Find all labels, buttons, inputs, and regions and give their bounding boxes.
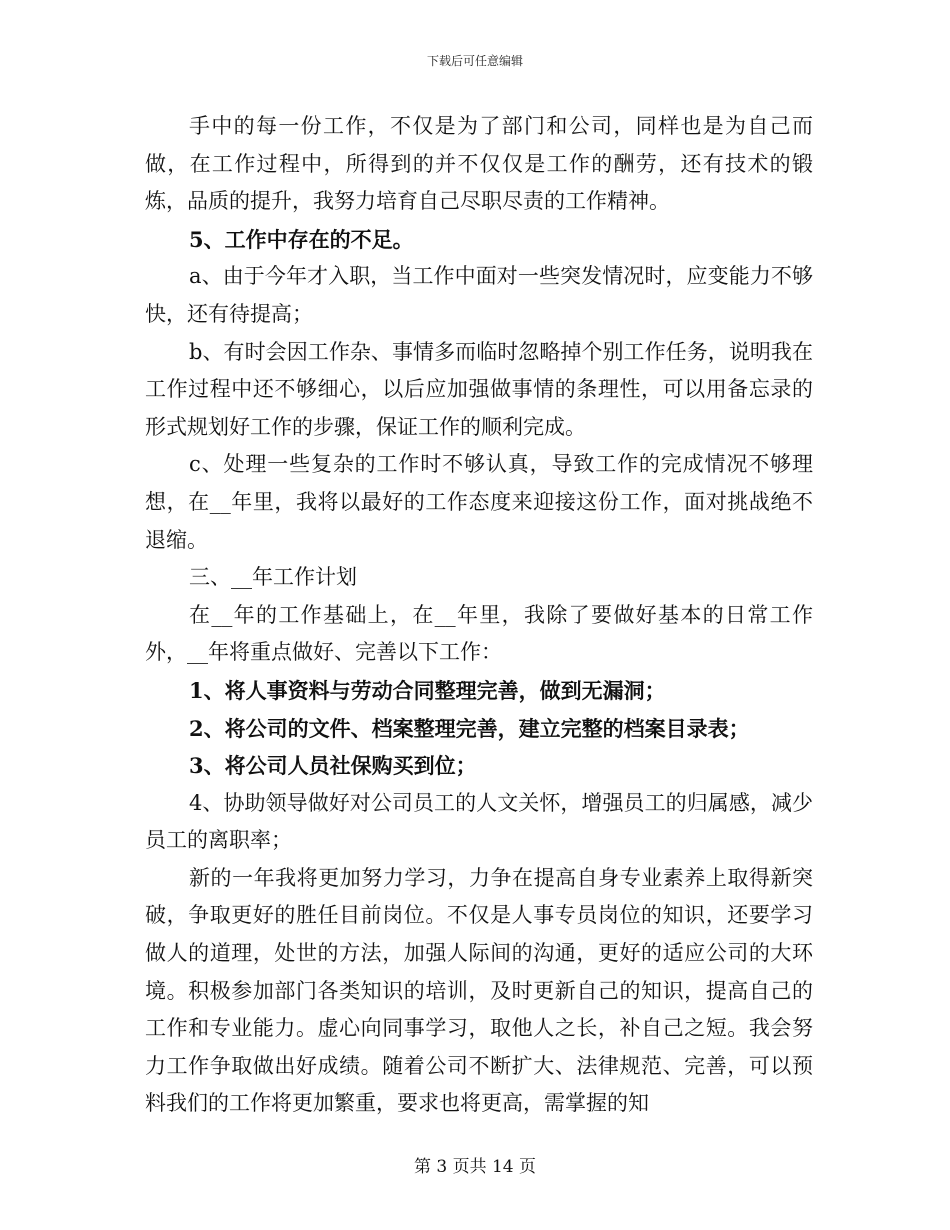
plan-item: 2、将公司的文件、档案整理完善，建立完整的档案目录表； [189,715,750,741]
plan-item: 1、将人事资料与劳动合同整理完善，做到无漏洞； [189,677,666,703]
body-paragraph: 手中的每一份工作，不仅是为了部门和公司，同样也是为自己而做，在工作过程中，所得到的并不仅仅是工作的酬劳，还有技术的锻炼，品质的提升，我努力培育自己尽职尽责的工作精神。 [145,114,813,214]
page-number-footer: 第 3 页共 14 页 [413,1157,537,1177]
body-paragraph: 新的一年我将更加努力学习，力争在提高自身专业素养上取得新突破，争取更好的胜任目前岗位。不仅是人事专员岗位的知识，还要学习做人的道理，处世的方法，加强人际间的沟通，更好的适应公司的大环境。积极参加部门各类知识的培训，及时更新自己的知识，提高自己的工作和专业能力。虚心向同事学习，取他人之长，补自己之短。我会努力工作争取做出好成绩。随着公司不断扩大、法律规范、完善，可以预料我们的工作将更加繁重，要求也将更高，需掌握的知 [145,865,813,1116]
list-item: b、有时会因工作杂、事情多而临时忽略掉个别工作任务，说明我在工作过程中还不够细心，以后应加强做事情的条理性，可以用备忘录的形式规划好工作的步骤，保证工作的顺利完成。 [145,339,813,439]
plan-item: 4、协助领导做好对公司员工的人文关怀，增强员工的归属感，减少员工的离职率； [145,790,813,853]
page-header: 下载后可任意编辑 [426,54,523,68]
document-body [145,108,813,1123]
plan-item: 3、将公司人员社保购买到位； [189,753,477,779]
body-paragraph: 在__年的工作基础上，在__年里，我除了要做好基本的日常工作外，__年将重点做好、完善以下工作： [145,602,813,665]
list-item: c、处理一些复杂的工作时不够认真，导致工作的完成情况不够理想，在__年里，我将以最好的工作态度来迎接这份工作，面对挑战绝不退缩。 [145,452,813,552]
section-heading: 5、工作中存在的不足。 [189,226,414,252]
list-item: a、由于今年才入职，当工作中面对一些突发情况时，应变能力不够快，还有待提高； [145,264,813,326]
section-heading: 三、__年工作计划 [189,565,357,590]
